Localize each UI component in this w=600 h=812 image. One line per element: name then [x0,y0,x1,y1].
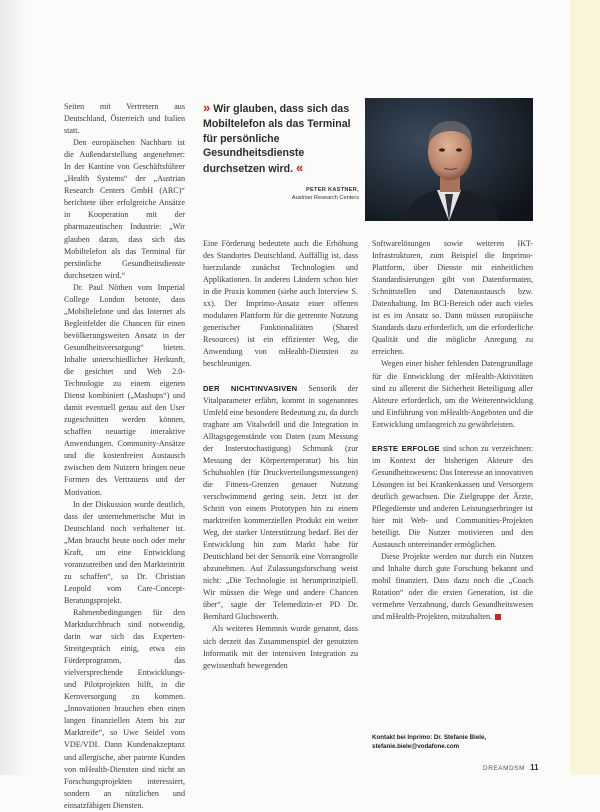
article-paragraph: Als weiteres Hemmnis wurde genannt, dass sich derzeit das Zusammenspiel der genutzten Informatik mit der intensiven Integration zu gewissenhaft bewegenden [203,624,358,670]
page-edge-strip [570,0,600,775]
article-paragraph: Wegen einer bisher fehlenden Datengrundlage für die Entwicklung der mHealth-Aktivitäten sind zu allererst die Sicherheit Beteiligung aller Akteure erforderlich, um die Weiterentwicklung und Einführung von mHealth-Angeboten und die Entwicklung umfangreich zu gewährleisten. [372,359,533,429]
article-paragraph: Softwarelösungen sowie weiteren IKT-Infrastrukturen, zum Beispiel die Imprimo-Plattform, über Dienste mit einheitlichen Standardisierungen gibt von Datenformaten, Schnittstellen und Datenaustausch bzw. Datenhaltung. Im BCI-Bereich oder auch vieles ist es im Ansatz so. Dann müssen europäische Standards dazu erforderlich, um die erforderliche Qualität und die mögliche Anregung zu erreichen. [372,239,533,357]
quote-affiliation: Austrian Research Centers [291,195,359,201]
run-in-heading: ERSTE ERFOLGE [372,443,440,453]
quote-credit [268,186,359,202]
article-column-2 [203,238,358,672]
article-paragraph: Rahmenbedingungen für den Marktdurchbruch sind notwendig, darin war sich das Experten-Streitgespräch einig, etwa ein Förderprogramm, das vielversprechende Entwicklungs- und Pilotprojekten hilft, in die Kernversorgung zu kommen. „Innovationen brauchen eben einen langen finanziellen Atem bis zur Marktreife“, so Uwe Seidel vom VDE/VDI. Dann Kundenakzeptanz und allergische, aber patente Kunden von mHealth-Diensten sind nicht an Forschungsprojekten interessiert, sondern an nützlichen und einsatzfähigen Diensten. [64,607,185,810]
article-paragraph: Eine Förderung bedeutete auch die Erhöhung des Standortes Deutschland. Auffällig ist, dass hierzulande zunächst Technologien und Applikationen. In anderen Ländern schon hier in die Praxis kommen (siehe auch Interview S. xx). Der Imprimo-Ansatz einer offenen modularen Plattform für die getrennte Nutzung generischer Funktionalitäten (Shared Resources) ist ein effizienter Weg, die Anwendung von mHealth-Diensten zu beschleunigen. [203,239,358,369]
article-paragraph: Seiten mit Vertretern aus Deutschland, Österreich und Italien statt. [64,102,185,136]
article-end-mark [495,614,501,620]
binding-shadow [0,0,28,775]
article-paragraph [372,551,533,623]
page-number: 11 [530,763,539,772]
article-paragraph-text: Diese Projekte werden nur durch ein Nutzen und Inhalte durch gute Forschung bekannt und mobil finanziert. Dass dazu noch die „Coach Rotation“ oder die ersten Generation, ist die vermehrte Verzahnung, durch Gesundheitswesen und mHealth-Projekten, mitzuhalten. [372,552,533,622]
article-paragraph-text: Sensorik der Vitalparameter erfährt, kommt in sogenanntes Umfeld eine besondere Bedeutung zu, da durch tragbare am Vitalwdell und die Integration in Alltagsgegenstände von Daten (zum Messung der Insterstochastigung) Schmunk (zur Messung der Körpertemperatur) bis hin Schuhsohlen (für Druckverteilungsmessungen) die Fitness-Grenzen genauer Nutzung verschwimmend gering sein. Jetzt ist der Schritt von einem Prototypen hin zu einem marktreifen kommerziellen Produkt ein weiter Weg, der starker Unterstützung bedarf. Bei der Entwicklung hin zum Markt habe für Deutschland bei der Sensorik eine Vorrangrolle abzunehmen. Auf Zulassungsforschung weist nicht: „Die Technologie ist herumprinzipiell. Wir müssen die Wege und andere Chancen über“, sagte der Telemedizin-er PD Dr. Bernhard Gluchswerth. [203,383,359,622]
page-footer [483,763,539,772]
article-paragraph-text: sind schon zu verzeichnen: im Kontext der bisherigen Akteure des Gesundheitswesens: Das Interesse an innovativen Lösungen ist bei Krankenkassen und Versorgern deutlich gewachsen. Die Zielgruppe der Ärzte, Pflegedienste und anderen Leistungserbringer ist hier mit Web- und Communities-Projekten beteiligt. Die Nutzer motivieren und den Austausch untereinander ermöglichen. [372,443,533,550]
magazine-name: DREAMDSM [483,765,526,772]
contact-info: Kontakt bei Inprimo: Dr. Stefanie Biele, stefanie.biele@vodafone.com [372,734,487,750]
article-column-3 [372,238,533,623]
portrait-photo [365,98,533,221]
quote-close-mark: « [296,160,304,176]
article-paragraph [372,443,533,551]
quote-author: PETER KASTNER, [306,187,359,193]
portrait-photo-illustration [365,98,533,221]
article-paragraph: Dr. Paul Nöthen vom Imperial College London betonte, dass „Mobiltelefone und das Internet als Begleitfelder die Chancen für einen bevölkerungsweiten Ansatz in der Gesundheitsversorgung“ bieten. Inhalte unterschiedlicher Herkunft, die gesichtet und Web 2.0-Technologie zu einem eigenen Dienst kombiniert („Mashups“) und damit eventuell genau auf den User zugeschnitten werden können, schaffen neuartige interaktive Anwendungen. Community-Ansätze und die kostenfreien Austausch zwischen dem Nutzern bringen neue Formen des Vertrauens und der Motivation. [64,282,185,497]
paragraph-spacer [372,431,533,443]
quote-open-mark: » [203,100,211,115]
article-paragraph: In der Diskussion wurde deutlich, dass der unternehmerische Mut in Deutschland noch verhaltener ist. „Man braucht heute noch oder mehr Kraft, um eine Entwicklung voranzutreiben und den Markteintritt zu schaffen“, so Dr. Christian Leopold vom Care-Concept-Beratungsprojekt. [64,499,185,605]
run-in-heading: DER NICHTINVASIVEN [203,383,298,393]
paragraph-spacer [203,371,358,383]
article-paragraph: Den europäischen Nachbarn ist die Außendarstellung angenehmer: In der Kantine von Geschäftsführer „Health Systems“ der „Austrian Research Centers GmbH (ARC)“ berichtete über erfolgreiche Ansätze in Kooperation mit der pharmazeutischen Industrie: „Wir glauben daran, dass sich das Mobiltelefon als das Terminal für persönliche Gesundheitsdienste durchsetzen wird.“ [64,138,185,280]
pull-quote-text: Wir glauben, dass sich das Mobiltelefon als das Terminal für persönliche Gesundheitsdienste durchsetzen wird. [203,103,351,176]
article-column-1 [64,101,185,812]
article-paragraph [203,383,358,624]
pull-quote [203,101,363,177]
